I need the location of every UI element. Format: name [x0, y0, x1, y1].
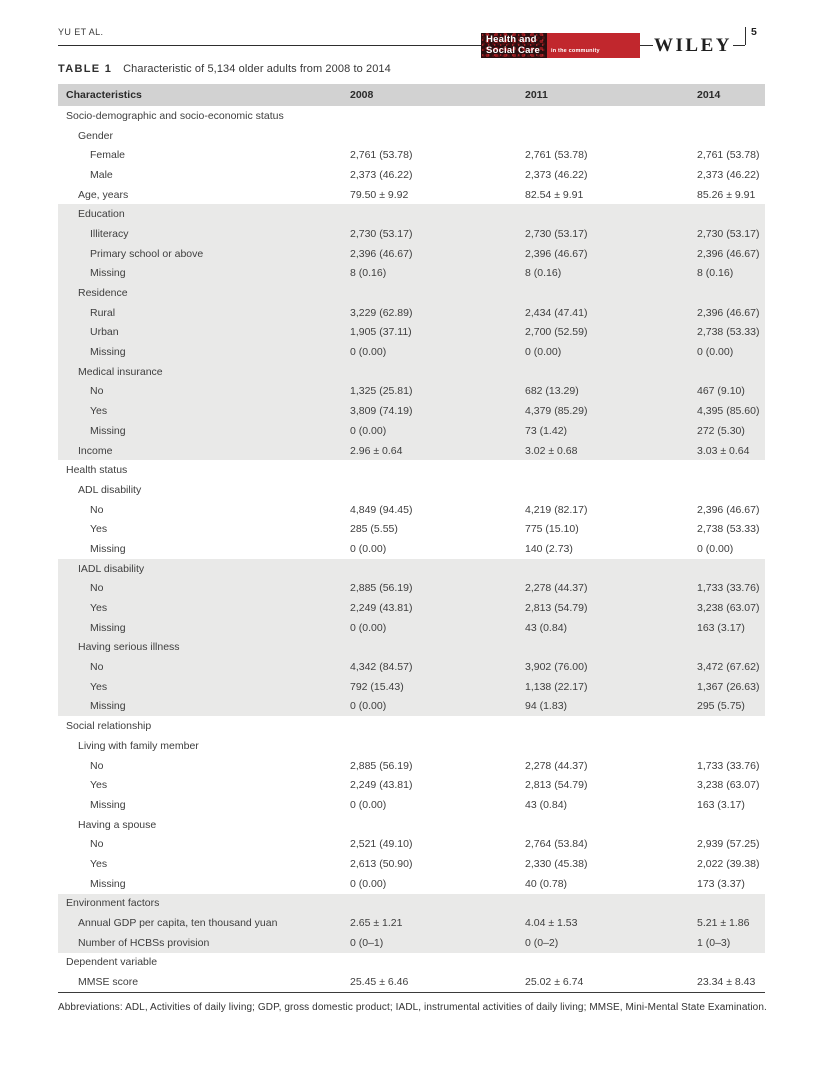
cell-2011: 4.04 ± 1.53 [525, 917, 578, 930]
table-row [58, 519, 765, 539]
cell-2008: 0 (0.00) [350, 621, 387, 634]
table-caption [58, 63, 827, 75]
cell-2011: 8 (0.16) [525, 267, 562, 280]
page-number: 5 [751, 26, 757, 38]
cell-2008: 4,849 (94.45) [350, 503, 413, 516]
cell-2008: 1,905 (37.11) [350, 326, 412, 339]
table-row [58, 657, 765, 677]
cell-2011: 40 (0.78) [525, 877, 568, 890]
row-label: Gender [78, 129, 114, 142]
cell-2008: 1,325 (25.81) [350, 385, 413, 398]
row-label: Having a spouse [78, 818, 157, 831]
cell-2008: 0 (0.00) [350, 542, 387, 555]
row-label: No [90, 503, 104, 516]
cell-2011: 2,764 (53.84) [525, 838, 588, 851]
row-label: Male [90, 168, 113, 181]
table-row [58, 972, 765, 992]
row-label: Missing [90, 424, 126, 437]
cell-2008: 8 (0.16) [350, 267, 387, 280]
cell-2011: 43 (0.84) [525, 798, 568, 811]
table-row [58, 421, 765, 441]
cell-2008: 2,761 (53.78) [350, 149, 413, 162]
table-row [58, 894, 765, 914]
row-label: Missing [90, 700, 126, 713]
table-row [58, 204, 765, 224]
cell-2014: 3.03 ± 0.64 [697, 444, 750, 457]
cell-2011: 2,434 (47.41) [525, 306, 588, 319]
cell-2008: 79.50 ± 9.92 [350, 188, 409, 201]
row-label: No [90, 759, 104, 772]
cell-2008: 25.45 ± 6.46 [350, 976, 409, 989]
page-number-divider [745, 27, 746, 45]
cell-2008: 285 (5.55) [350, 523, 398, 536]
table-row [58, 539, 765, 559]
cell-2011: 25.02 ± 6.74 [525, 976, 584, 989]
cell-2011: 94 (1.83) [525, 700, 568, 713]
table-row [58, 401, 765, 421]
cell-2014: 4,395 (85.60) [697, 405, 760, 418]
table-body [58, 106, 765, 992]
row-label: Missing [90, 798, 126, 811]
cell-2011: 4,379 (85.29) [525, 405, 588, 418]
cell-2014: 2,022 (39.38) [697, 857, 760, 870]
cell-2014: 1,367 (26.63) [697, 680, 760, 693]
cell-2014: 3,238 (63.07) [697, 779, 760, 792]
cell-2008: 0 (0.00) [350, 424, 387, 437]
running-head: YU ET AL. [58, 27, 104, 37]
cell-2011: 2,278 (44.37) [525, 759, 588, 772]
table-row [58, 638, 765, 658]
row-label: No [90, 385, 104, 398]
row-label: Yes [90, 405, 108, 418]
cell-2008: 2,249 (43.81) [350, 779, 413, 792]
table-row [58, 913, 765, 933]
cell-2008: 0 (0.00) [350, 877, 387, 890]
page-number-block [745, 26, 765, 58]
cell-2014: 2,738 (53.33) [697, 326, 760, 339]
cell-2011: 2,373 (46.22) [525, 168, 588, 181]
publisher-wordmark: WILEY [654, 35, 732, 56]
cell-2014: 2,396 (46.67) [697, 306, 760, 319]
table-row [58, 953, 765, 973]
cell-2008: 2,521 (49.10) [350, 838, 413, 851]
table-row [58, 598, 765, 618]
cell-2011: 3,902 (76.00) [525, 661, 588, 674]
table-row [58, 303, 765, 323]
cell-2014: 1,733 (33.76) [697, 759, 760, 772]
cell-2008: 2,885 (56.19) [350, 582, 413, 595]
header-rule-left [58, 45, 481, 46]
characteristics-table [58, 84, 765, 993]
row-label: Illiteracy [90, 227, 129, 240]
column-header: 2014 [697, 89, 721, 101]
row-label: Rural [90, 306, 116, 319]
header-rule-mid [640, 45, 653, 46]
table-row [58, 736, 765, 756]
table-row [58, 933, 765, 953]
column-header: 2011 [525, 89, 548, 101]
cell-2011: 82.54 ± 9.91 [525, 188, 584, 201]
cell-2011: 43 (0.84) [525, 621, 568, 634]
cell-2008: 4,342 (84.57) [350, 661, 413, 674]
row-label: Missing [90, 621, 126, 634]
table-row [58, 677, 765, 697]
row-label: No [90, 582, 104, 595]
cell-2014: 163 (3.17) [697, 798, 745, 811]
row-label: Age, years [78, 188, 129, 201]
cell-2014: 0 (0.00) [697, 542, 734, 555]
cell-2008: 2,373 (46.22) [350, 168, 413, 181]
table-row [58, 264, 765, 284]
cell-2008: 2,885 (56.19) [350, 759, 413, 772]
table-row [58, 697, 765, 717]
cell-2014: 173 (3.37) [697, 877, 745, 890]
header-rule-right [733, 45, 745, 46]
journal-tagline: in the community [551, 48, 600, 54]
row-label: Female [90, 149, 126, 162]
column-header: 2008 [350, 89, 374, 101]
cell-2011: 2,813 (54.79) [525, 779, 588, 792]
table-row [58, 795, 765, 815]
row-label: No [90, 661, 104, 674]
cell-2008: 2,613 (50.90) [350, 857, 413, 870]
cell-2011: 2,330 (45.38) [525, 857, 588, 870]
cell-2011: 73 (1.42) [525, 424, 568, 437]
cell-2008: 2.65 ± 1.21 [350, 917, 403, 930]
row-label: Having serious illness [78, 641, 180, 654]
cell-2008: 2.96 ± 0.64 [350, 444, 403, 457]
table-row [58, 106, 765, 126]
cell-2011: 2,761 (53.78) [525, 149, 588, 162]
table-row [58, 775, 765, 795]
journal-name-line2: Social Care [486, 44, 540, 56]
row-label: Missing [90, 542, 126, 555]
table-header-row [58, 84, 765, 106]
table-row [58, 244, 765, 264]
cell-2008: 2,396 (46.67) [350, 247, 413, 260]
row-label: Annual GDP per capita, ten thousand yuan [78, 917, 278, 930]
table-row [58, 874, 765, 894]
table-row [58, 815, 765, 835]
table-row [58, 834, 765, 854]
table-row [58, 559, 765, 579]
table-row [58, 579, 765, 599]
cell-2011: 2,813 (54.79) [525, 602, 588, 615]
cell-2008: 0 (0–1) [350, 936, 384, 949]
cell-2014: 295 (5.75) [697, 700, 745, 713]
table-row [58, 224, 765, 244]
cell-2011: 140 (2.73) [525, 542, 573, 555]
row-label: Yes [90, 602, 108, 615]
cell-2014: 2,373 (46.22) [697, 168, 760, 181]
row-label: Socio-demographic and socio-economic status [66, 109, 284, 122]
table-row [58, 480, 765, 500]
cell-2008: 3,809 (74.19) [350, 405, 413, 418]
cell-2014: 8 (0.16) [697, 267, 734, 280]
journal-logo [481, 33, 640, 58]
row-label: Dependent variable [66, 956, 158, 969]
table-label: TABLE 1 [58, 63, 113, 75]
cell-2014: 2,396 (46.67) [697, 503, 760, 516]
table-row [58, 185, 765, 205]
row-label: Missing [90, 267, 126, 280]
row-label: Social relationship [66, 720, 152, 733]
cell-2011: 0 (0.00) [525, 346, 562, 359]
table-footnote: Abbreviations: ADL, Activities of daily living; GDP, gross domestic product; IADL, instrumental activities of daily living; MMSE, Mini-Mental State Examination. [58, 1001, 767, 1013]
cell-2008: 2,249 (43.81) [350, 602, 413, 615]
row-label: Yes [90, 857, 108, 870]
cell-2011: 775 (15.10) [525, 523, 579, 536]
row-label: Urban [90, 326, 119, 339]
cell-2014: 2,730 (53.17) [697, 227, 760, 240]
row-label: Yes [90, 779, 108, 792]
cell-2014: 1 (0–3) [697, 936, 731, 949]
cell-2014: 2,396 (46.67) [697, 247, 760, 260]
cell-2014: 3,238 (63.07) [697, 602, 760, 615]
table-row [58, 323, 765, 343]
row-label: Number of HCBSs provision [78, 936, 210, 949]
table-row [58, 165, 765, 185]
cell-2014: 23.34 ± 8.43 [697, 976, 756, 989]
cell-2014: 467 (9.10) [697, 385, 745, 398]
table-row [58, 756, 765, 776]
cell-2014: 1,733 (33.76) [697, 582, 760, 595]
row-label: Missing [90, 877, 126, 890]
row-label: Yes [90, 523, 108, 536]
cell-2011: 3.02 ± 0.68 [525, 444, 578, 457]
cell-2014: 2,939 (57.25) [697, 838, 760, 851]
table-row [58, 382, 765, 402]
cell-2008: 0 (0.00) [350, 346, 387, 359]
table-row [58, 145, 765, 165]
column-header: Characteristics [66, 89, 142, 101]
cell-2014: 2,761 (53.78) [697, 149, 760, 162]
row-label: Health status [66, 464, 128, 477]
row-label: IADL disability [78, 562, 145, 575]
row-label: Living with family member [78, 739, 199, 752]
row-label: Education [78, 208, 125, 221]
row-label: Medical insurance [78, 365, 163, 378]
table-row [58, 283, 765, 303]
row-label: Primary school or above [90, 247, 204, 260]
page-header [0, 0, 827, 60]
cell-2008: 0 (0.00) [350, 798, 387, 811]
table-title: Characteristic of 5,134 older adults from 2008 to 2014 [123, 63, 391, 75]
cell-2008: 3,229 (62.89) [350, 306, 413, 319]
row-label: Income [78, 444, 113, 457]
table-row [58, 618, 765, 638]
row-label: Yes [90, 680, 108, 693]
cell-2014: 3,472 (67.62) [697, 661, 760, 674]
table-row [58, 126, 765, 146]
journal-name-line1: Health and [486, 34, 537, 45]
cell-2014: 2,738 (53.33) [697, 523, 760, 536]
cell-2008: 792 (15.43) [350, 680, 404, 693]
row-label: ADL disability [78, 483, 142, 496]
journal-name [486, 35, 540, 56]
cell-2014: 85.26 ± 9.91 [697, 188, 756, 201]
cell-2011: 4,219 (82.17) [525, 503, 588, 516]
cell-2011: 2,730 (53.17) [525, 227, 588, 240]
row-label: Residence [78, 287, 128, 300]
row-label: Missing [90, 346, 126, 359]
cell-2011: 2,278 (44.37) [525, 582, 588, 595]
table-row [58, 342, 765, 362]
cell-2011: 682 (13.29) [525, 385, 579, 398]
cell-2011: 0 (0–2) [525, 936, 559, 949]
cell-2008: 2,730 (53.17) [350, 227, 413, 240]
row-label: Environment factors [66, 897, 160, 910]
table-row [58, 362, 765, 382]
cell-2011: 2,396 (46.67) [525, 247, 588, 260]
cell-2014: 272 (5.30) [697, 424, 745, 437]
row-label: MMSE score [78, 976, 139, 989]
cell-2014: 0 (0.00) [697, 346, 734, 359]
table-row [58, 460, 765, 480]
cell-2014: 163 (3.17) [697, 621, 745, 634]
table-row [58, 854, 765, 874]
table-row [58, 716, 765, 736]
cell-2011: 1,138 (22.17) [525, 680, 588, 693]
cell-2014: 5.21 ± 1.86 [697, 917, 750, 930]
table-row [58, 441, 765, 461]
cell-2008: 0 (0.00) [350, 700, 387, 713]
table-row [58, 500, 765, 520]
row-label: No [90, 838, 104, 851]
cell-2011: 2,700 (52.59) [525, 326, 588, 339]
